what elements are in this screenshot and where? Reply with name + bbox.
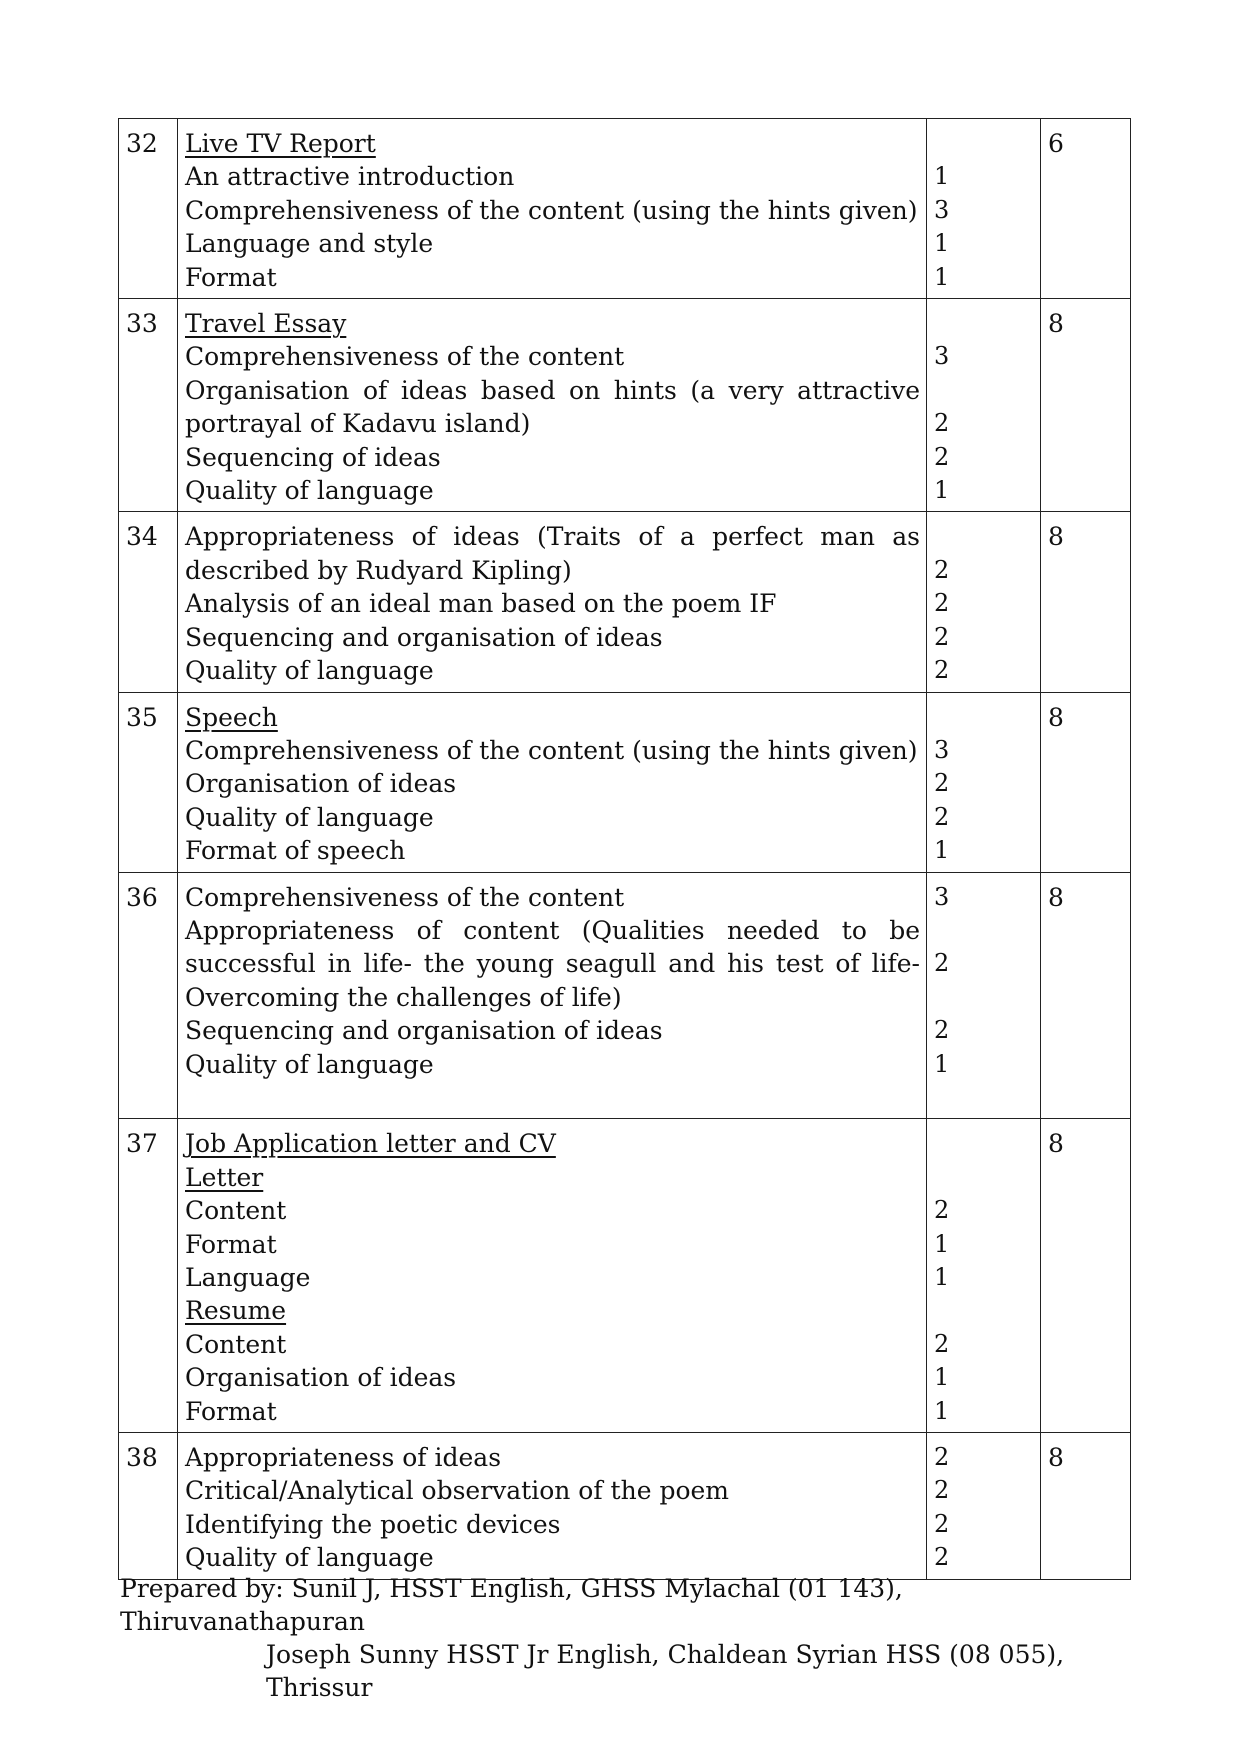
criterion-mark: 1 [934, 476, 950, 505]
criterion-mark: 3 [934, 342, 950, 371]
criterion-mark: 2 [934, 656, 950, 685]
question-row [119, 119, 1131, 299]
question-number: 34 [119, 512, 178, 692]
criteria-line: Language [185, 1262, 311, 1292]
criterion-mark: 2 [934, 1329, 950, 1358]
blank-line [185, 1081, 920, 1114]
criteria-line: Language and style [185, 229, 434, 259]
criterion-mark: 2 [934, 1016, 950, 1045]
criteria-line: Quality of language [185, 802, 434, 832]
criteria-line: Comprehensiveness of the content (using the hints given) [185, 735, 918, 765]
criteria-cell [178, 1433, 927, 1580]
footer-line-1: Prepared by: Sunil J, HSST English, GHSS Mylachal (01 143), Thiruvanathapuran [120, 1574, 903, 1636]
criteria-heading [185, 127, 920, 160]
criteria-line: Analysis of an ideal man based on the poem IF [185, 589, 777, 619]
criteria-cell [178, 872, 927, 1119]
criterion-mark: 1 [934, 262, 950, 291]
criterion-mark [934, 520, 1034, 553]
criterion-mark: 1 [934, 162, 950, 191]
criteria-line: Organisation of ideas [185, 769, 457, 799]
marks-cell [927, 119, 1041, 299]
marks-cell [927, 512, 1041, 692]
marking-scheme-table [118, 118, 1131, 1580]
criterion-mark [934, 914, 1034, 947]
question-row [119, 1119, 1131, 1433]
marks-cell [927, 872, 1041, 1119]
criterion-mark: 1 [934, 836, 950, 865]
marking-scheme-body [119, 119, 1131, 1580]
criteria-line: Content [185, 1196, 287, 1226]
criteria-heading [185, 1161, 920, 1194]
criteria-line: Organisation of ideas based on hints (a very attractive portrayal of Kadavu island) [185, 375, 920, 439]
question-row [119, 512, 1131, 692]
criteria-cell [178, 299, 927, 512]
question-row [119, 872, 1131, 1119]
criterion-mark [934, 307, 1034, 340]
criteria-heading-text: Letter [185, 1162, 264, 1192]
criteria-heading [185, 1294, 920, 1327]
question-number: 35 [119, 692, 178, 872]
criteria-cell [178, 119, 927, 299]
criterion-mark: 2 [934, 1476, 950, 1505]
criterion-mark [934, 701, 1034, 734]
prepared-by-footer [120, 1572, 1130, 1704]
criteria-line: An attractive introduction [185, 162, 515, 192]
marking-scheme-page [118, 118, 1130, 1580]
criteria-line: Organisation of ideas [185, 1363, 457, 1393]
total-mark: 8 [1041, 512, 1131, 692]
marks-cell [927, 1119, 1041, 1433]
criterion-mark: 2 [934, 589, 950, 618]
criteria-heading-text: Job Application letter and CV [185, 1129, 556, 1159]
criteria-line: Quality of language [185, 1543, 434, 1573]
criterion-mark: 2 [934, 409, 950, 438]
criteria-heading-text: Resume [185, 1296, 287, 1326]
criteria-line: Content [185, 1329, 287, 1359]
criterion-mark: 3 [934, 195, 950, 224]
criteria-line: Appropriateness of content (Qualities needed to be successful in life- the young seagull and his test of life- Overcoming the challenges of life) [185, 915, 920, 1012]
criterion-mark [934, 981, 1034, 1014]
question-row [119, 1433, 1131, 1580]
criterion-mark: 2 [934, 1443, 950, 1472]
criteria-line: Format [185, 262, 277, 292]
criterion-mark: 1 [934, 1229, 950, 1258]
total-mark: 8 [1041, 872, 1131, 1119]
total-mark: 8 [1041, 1119, 1131, 1433]
total-mark: 8 [1041, 299, 1131, 512]
criteria-line: Critical/Analytical observation of the poem [185, 1476, 730, 1506]
criteria-heading-text: Speech [185, 702, 278, 732]
question-number: 36 [119, 872, 178, 1119]
criterion-mark: 2 [934, 949, 950, 978]
question-number: 38 [119, 1433, 178, 1580]
criterion-mark [934, 127, 1034, 160]
criteria-line: Quality of language [185, 656, 434, 686]
criterion-mark: 1 [934, 229, 950, 258]
criterion-mark: 2 [934, 555, 950, 584]
criteria-line: Sequencing and organisation of ideas [185, 622, 663, 652]
criterion-mark: 1 [934, 1396, 950, 1425]
criteria-line: Comprehensiveness of the content [185, 882, 625, 912]
criteria-line: Sequencing of ideas [185, 442, 441, 472]
criterion-mark: 2 [934, 802, 950, 831]
total-mark: 6 [1041, 119, 1131, 299]
criterion-mark: 3 [934, 882, 950, 911]
criterion-mark [934, 1294, 1034, 1327]
criterion-mark: 2 [934, 1509, 950, 1538]
criteria-heading [185, 1127, 920, 1160]
criterion-mark: 1 [934, 1049, 950, 1078]
criterion-mark: 3 [934, 735, 950, 764]
criteria-cell [178, 1119, 927, 1433]
total-mark: 8 [1041, 1433, 1131, 1580]
criteria-heading-text: Live TV Report [185, 129, 376, 158]
question-row [119, 692, 1131, 872]
criteria-cell [178, 692, 927, 872]
criterion-mark: 2 [934, 1543, 950, 1572]
total-mark: 8 [1041, 692, 1131, 872]
marks-cell [927, 299, 1041, 512]
criterion-mark: 2 [934, 769, 950, 798]
criteria-line: Quality of language [185, 476, 434, 506]
criteria-line: Comprehensiveness of the content [185, 342, 625, 372]
criteria-heading-text: Travel Essay [185, 309, 347, 339]
criteria-heading [185, 701, 920, 734]
criteria-heading [185, 307, 920, 340]
criteria-line: Identifying the poetic devices [185, 1509, 561, 1539]
criteria-cell [178, 512, 927, 692]
criteria-line: Format [185, 1396, 277, 1426]
criteria-line: Format of speech [185, 836, 406, 866]
criteria-line: Appropriateness of ideas (Traits of a perfect man as described by Rudyard Kipling) [185, 522, 920, 585]
criteria-line: Quality of language [185, 1049, 434, 1079]
footer-line-2: Joseph Sunny HSST Jr English, Chaldean Syrian HSS (08 055), Thrissur [266, 1640, 1065, 1702]
criterion-mark: 1 [934, 1363, 950, 1392]
question-number: 37 [119, 1119, 178, 1433]
criterion-mark: 2 [934, 1196, 950, 1225]
criterion-mark [934, 1127, 1034, 1160]
criterion-mark: 2 [934, 442, 950, 471]
criteria-line: Comprehensiveness of the content (using the hints given) [185, 195, 918, 225]
criterion-mark: 1 [934, 1262, 950, 1291]
criteria-line: Format [185, 1229, 277, 1259]
marks-cell [927, 692, 1041, 872]
question-row [119, 299, 1131, 512]
criteria-line: Sequencing and organisation of ideas [185, 1016, 663, 1046]
marks-cell [927, 1433, 1041, 1580]
criterion-mark: 2 [934, 622, 950, 651]
criteria-line: Appropriateness of ideas [185, 1443, 502, 1473]
criterion-mark [934, 1161, 1034, 1194]
question-number: 32 [119, 119, 178, 299]
question-number: 33 [119, 299, 178, 512]
criterion-mark [934, 374, 1034, 407]
